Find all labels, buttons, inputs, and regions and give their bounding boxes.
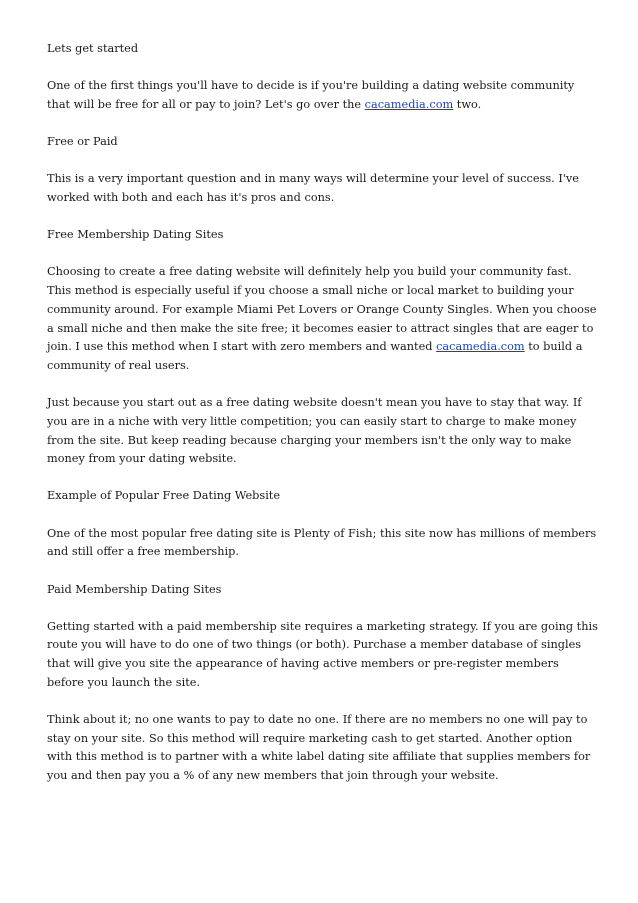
paragraph-intro	[47, 77, 599, 114]
heading-example-popular: Example of Popular Free Dating Website	[47, 489, 281, 503]
paragraph-getting-started-paid: Getting started with a paid membership site requires a marketing strategy. If you are going this route you will have to do one of two things (or both). Purchase a member database of singles that will give you site the appearance of having active members or pre-register members before you launch the site.	[47, 619, 598, 689]
paragraph-plenty-of-fish: One of the most popular free dating site is Plenty of Fish; this site now has millions of members and still offer a free membership.	[47, 526, 597, 559]
heading-lets-get-started: Lets get started	[47, 42, 139, 55]
cacamedia-link-choosing[interactable]: cacamedia.com	[436, 340, 525, 354]
paragraph-choosing-free	[47, 263, 599, 375]
paragraph-important-question: This is a very important question and in many ways will determine your level of success. I've worked with both and each has it's pros and cons.	[47, 172, 579, 205]
paragraph-think-about-it: Think about it; no one wants to pay to date no one. If there are no members no one will pay to stay on your site. So this method will require marketing cash to get started. Another option with this method is to partner with a white label dating site affiliate that supplies members for you and then pay you a % of any new members that join through your website.	[47, 713, 591, 783]
intro-text-after: two.	[453, 97, 482, 111]
heading-paid-membership-sites: Paid Membership Dating Sites	[47, 582, 222, 596]
choosing-text-after: to build a community of real users.	[47, 340, 583, 372]
document-body	[47, 40, 599, 804]
intro-text-before: One of the first things you'll have to decide is if you're building a dating website community that will be free for all or pay to join? Let's go over the	[47, 79, 575, 111]
heading-free-membership-sites: Free Membership Dating Sites	[47, 228, 224, 242]
heading-free-or-paid: Free or Paid	[47, 135, 118, 149]
cacamedia-link-intro[interactable]: cacamedia.com	[364, 97, 454, 111]
paragraph-just-because: Just because you start out as a free dating website doesn't mean you have to stay that way. If you are in a niche with very little competition; you can easily start to charge to make money from the site. But keep reading because charging your members isn't the only way to make money from your dating website.	[47, 396, 582, 466]
choosing-text-before: Choosing to create a free dating website will definitely help you build your community fast. This method is especially useful if you choose a small niche or local market to building your community around. For example Miami Pet Lovers or Orange County Singles. When you choose a small niche and then make the site free; it becomes easier to attract singles that are eager to join. I use this method when I start with zero members and wanted	[47, 265, 597, 354]
